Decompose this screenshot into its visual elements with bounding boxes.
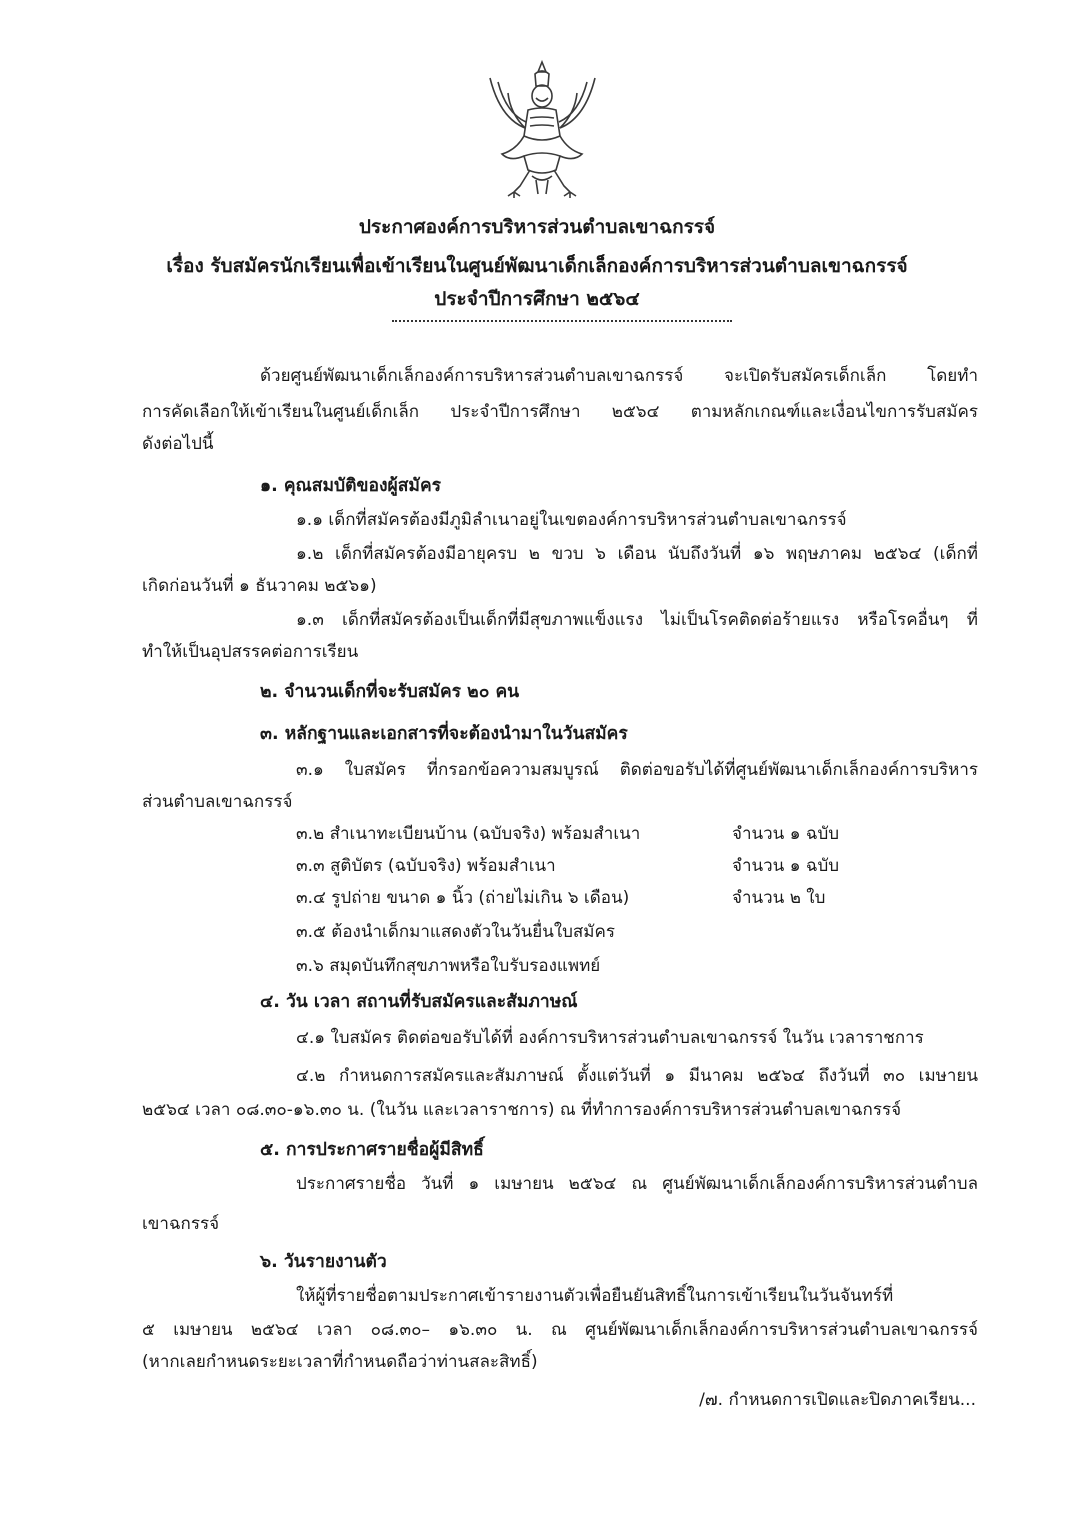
section-4-item-1: ๔.๑ ใบสมัคร ติดต่อขอรับได้ที่ องค์การบริหารส่วนตำบลเขาฉกรรจ์ ในวัน เวลาราชการ xyxy=(296,1028,924,1048)
section-5-heading: ๕. การประกาศรายชื่อผู้มีสิทธิ์ xyxy=(260,1140,484,1160)
section-3-heading: ๓. หลักฐานและเอกสารที่จะต้องนำมาในวันสมัคร xyxy=(260,724,628,744)
title-divider xyxy=(392,320,732,322)
intro-line-1: ด้วยศูนย์พัฒนาเด็กเล็กองค์การบริหารส่วนตำบลเขาฉกรรจ์ จะเปิดรับสมัครเด็กเล็ก โดยทำ xyxy=(260,366,978,386)
document-item-qty: จำนวน ๑ ฉบับ xyxy=(732,824,840,844)
section-1-item-2-cont: เกิดก่อนวันที่ ๑ ธันวาคม ๒๕๖๑) xyxy=(142,576,377,596)
title-subject: เรื่อง รับสมัครนักเรียนเพื่อเข้าเรียนในศูนย์พัฒนาเด็กเล็กองค์การบริหารส่วนตำบลเขาฉกรรจ์ xyxy=(166,255,908,277)
section-6-heading: ๖. วันรายงานตัว xyxy=(260,1252,387,1272)
document-item-label: ๓.๖ สมุดบันทึกสุขภาพหรือใบรับรองแพทย์ xyxy=(296,956,601,976)
section-5-line-1: ประกาศรายชื่อ วันที่ ๑ เมษายน ๒๕๖๔ ณ ศูนย์พัฒนาเด็กเล็กองค์การบริหารส่วนตำบล xyxy=(296,1174,978,1194)
document-item-label: ๓.๒ สำเนาทะเบียนบ้าน (ฉบับจริง) พร้อมสำเนา xyxy=(296,824,641,844)
intro-line-2: การคัดเลือกให้เข้าเรียนในศูนย์เด็กเล็ก ประจำปีการศึกษา ๒๕๖๔ ตามหลักเกณฑ์และเงื่อนไขการรับสมัคร xyxy=(142,402,978,422)
section-1-item-3: ๑.๓ เด็กที่สมัครต้องเป็นเด็กที่มีสุขภาพแข็งแรง ไม่เป็นโรคติดต่อร้ายแรง หรือโรคอื่นๆ ที่ xyxy=(296,610,978,630)
garuda-emblem-icon xyxy=(480,58,605,200)
continuation-note: /๗. กำหนดการเปิดและปิดภาคเรียน... xyxy=(699,1390,976,1410)
title-year: ประจำปีการศึกษา ๒๕๖๔ xyxy=(434,288,640,310)
section-1-item-1: ๑.๑ เด็กที่สมัครต้องมีภูมิลำเนาอยู่ในเขตองค์การบริหารส่วนตำบลเขาฉกรรจ์ xyxy=(296,510,847,530)
document-item-qty: จำนวน ๒ ใบ xyxy=(732,888,826,908)
section-5-line-2: เขาฉกรรจ์ xyxy=(142,1214,220,1234)
document-item-qty: จำนวน ๑ ฉบับ xyxy=(732,856,840,876)
section-4-heading: ๔. วัน เวลา สถานที่รับสมัครและสัมภาษณ์ xyxy=(260,992,578,1012)
section-6-line-1: ให้ผู้ที่รายชื่อตามประกาศเข้ารายงานตัวเพื่อยืนยันสิทธิ์ในการเข้าเรียนในวันจันทร์ที่ xyxy=(296,1286,894,1306)
section-3-item-1-cont: ส่วนตำบลเขาฉกรรจ์ xyxy=(142,792,293,812)
section-6-line-3: (หากเลยกำหนดระยะเวลาที่กำหนดถือว่าท่านสละสิทธิ์) xyxy=(142,1352,538,1372)
section-2-heading: ๒. จำนวนเด็กที่จะรับสมัคร ๒๐ คน xyxy=(260,682,520,702)
section-3-item-1: ๓.๑ ใบสมัคร ที่กรอกข้อความสมบูรณ์ ติดต่อขอรับได้ที่ศูนย์พัฒนาเด็กเล็กองค์การบริหาร xyxy=(296,760,978,780)
section-4-item-2: ๔.๒ กำหนดการสมัครและสัมภาษณ์ ตั้งแต่วันที่ ๑ มีนาคม ๒๕๖๔ ถึงวันที่ ๓๐ เมษายน xyxy=(296,1066,978,1086)
document-item-label: ๓.๓ สูติบัตร (ฉบับจริง) พร้อมสำเนา xyxy=(296,856,556,876)
section-1-heading: ๑. คุณสมบัติของผู้สมัคร xyxy=(260,476,442,496)
section-1-item-3-cont: ทำให้เป็นอุปสรรคต่อการเรียน xyxy=(142,642,359,662)
document-item-label: ๓.๔ รูปถ่าย ขนาด ๑ นิ้ว (ถ่ายไม่เกิน ๖ เดือน) xyxy=(296,888,630,908)
section-6-line-2: ๕ เมษายน ๒๕๖๔ เวลา ๐๘.๓๐– ๑๖.๓๐ น. ณ ศูนย์พัฒนาเด็กเล็กองค์การบริหารส่วนตำบลเขาฉกรรจ์ xyxy=(142,1320,978,1340)
intro-line-3: ดังต่อไปนี้ xyxy=(142,434,214,454)
document-item-label: ๓.๕ ต้องนำเด็กมาแสดงตัวในวันยื่นใบสมัคร xyxy=(296,922,616,942)
section-1-item-2: ๑.๒ เด็กที่สมัครต้องมีอายุครบ ๒ ขวบ ๖ เดือน นับถึงวันที่ ๑๖ พฤษภาคม ๒๕๖๔ (เด็กที่ xyxy=(296,544,978,564)
title-organization: ประกาศองค์การบริหารส่วนตำบลเขาฉกรรจ์ xyxy=(358,216,716,238)
section-4-item-2-cont: ๒๕๖๔ เวลา ๐๘.๓๐-๑๖.๓๐ น. (ในวัน และเวลาราชการ) ณ ที่ทำการองค์การบริหารส่วนตำบลเขาฉกรรจ์ xyxy=(142,1100,902,1120)
